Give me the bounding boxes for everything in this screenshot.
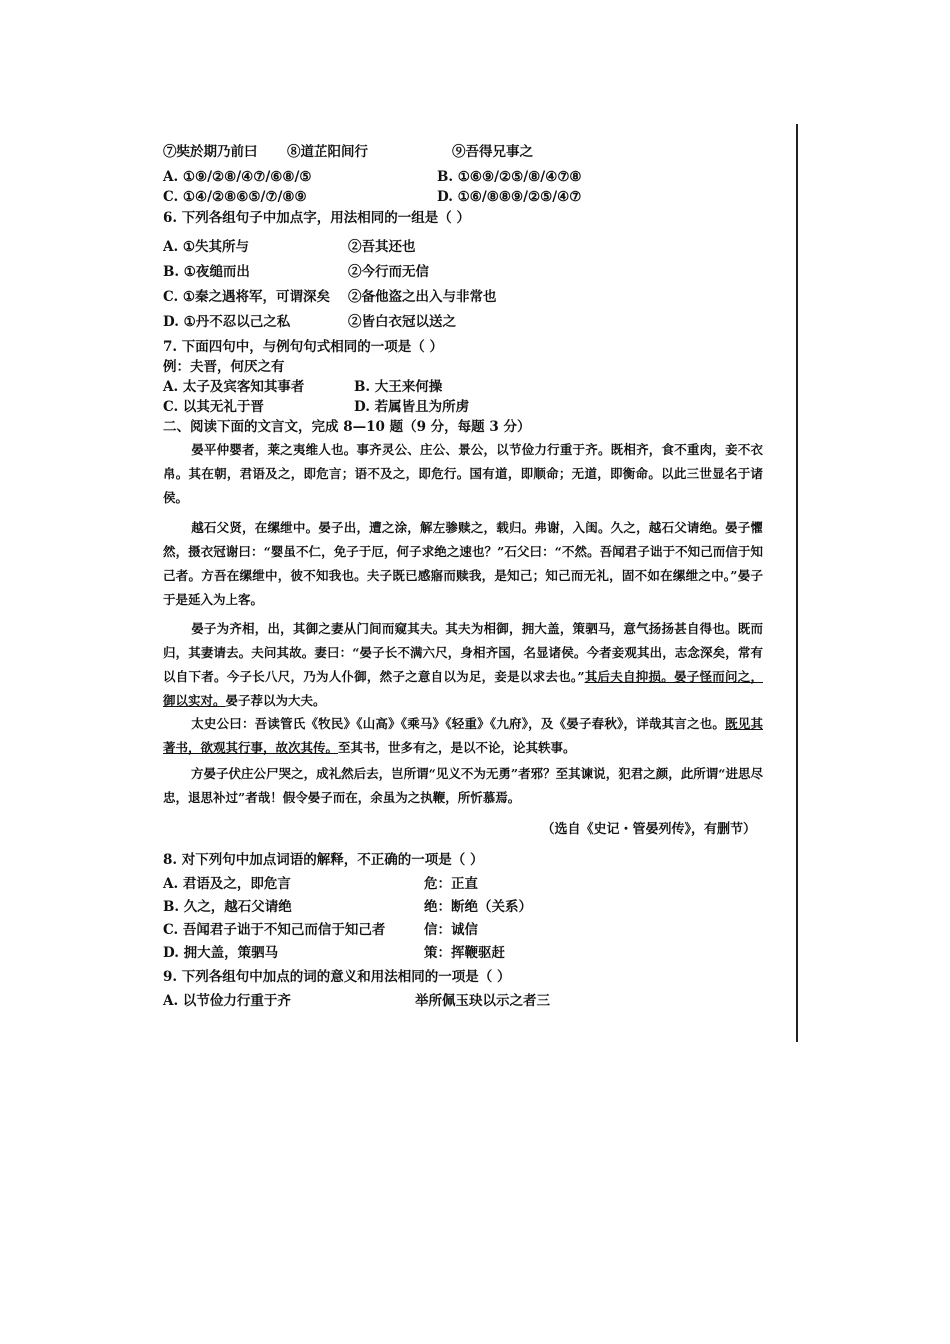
q7-option-b: B. 大王来何操	[354, 379, 443, 395]
passage-p4-text: 太史公曰：吾读管氏《牧民》《山高》《乘马》《轻重》《九府》，及《晏子春秋》，详哉其言之也。	[191, 716, 726, 731]
q8-row-d-left: D. 拥大盖，策驷马	[163, 945, 279, 961]
q8-row-b-left: B. 久之，越石父请绝	[163, 899, 292, 915]
q8-row-c-left: C. 吾闻君子诎于不知己而信于知己者	[163, 922, 386, 938]
passage-paragraph-1	[163, 438, 763, 510]
q8-row-c-right: 信：诚信	[424, 922, 478, 938]
q6-row-b-right: ②今行而无信	[348, 264, 429, 280]
q6-row-b-left: B. ①夜缒而出	[163, 264, 250, 280]
q9-option-a-left: A. 以节俭力行重于齐	[163, 993, 291, 1009]
passage-p5-text: 方晏子伏庄公尸哭之，成礼然后去，岂所谓“见义不为无勇”者邪？至其谏说，犯君之颜，此所谓“进思尽忠，退思补过”者哉！假令晏子而在，余虽为之执鞭，所忻慕焉。	[163, 766, 763, 805]
passage-p2-text: 越石父贤，在缧绁中。晏子出，遭之涂，解左骖赎之，载归。弗谢，入闺。久之，越石父请绝。晏子懼然，摄衣冠谢曰：“婴虽不仁，免子于厄，何子求绝之速也？”石父曰：“不然。吾闻君子诎于不知己而信于知己者。方吾在缧绁中，彼不知我也。夫子既已感寤而赎我，是知己；知己而无礼，固不如在缧绁之中。”晏子于是延入为上客。	[163, 520, 763, 607]
q8-row-a-left: A. 君语及之，即危言	[163, 876, 291, 892]
passage-paragraph-3	[163, 617, 763, 713]
q8-row-a-right: 危：正直	[424, 876, 478, 892]
passage-p4-underlined: 既见其著书，欲观其行事，故次其传。	[163, 716, 763, 755]
q7-option-a: A. 太子及宾客知其事者	[163, 379, 305, 395]
q6-stem: 6. 下列各组句子中加点字，用法相同的一组是（ ）	[163, 210, 470, 226]
q8-row-d-right: 策：挥鞭驱赶	[424, 945, 505, 961]
q5-option-d: D. ①⑥/⑧⑧⑨/②⑤/④⑦	[437, 189, 582, 205]
passage-p4-end: 至其书，世多有之，是以不论，论其轶事。	[338, 740, 576, 755]
passage-paragraph-2	[163, 516, 763, 612]
q7-option-d: D. 若属皆且为所虏	[354, 399, 470, 415]
page-border-line	[796, 124, 798, 1042]
q5-option-c: C. ①④/②⑧⑥⑤/⑦/⑧⑨	[163, 189, 307, 205]
q5-option-a: A. ①⑨/②⑧/④⑦/⑥⑧/⑤	[163, 169, 312, 185]
passage-paragraph-4	[163, 712, 763, 760]
section-heading: 二、阅读下面的文言文，完成 8—10 题（9 分，每题 3 分）	[163, 419, 531, 435]
q6-row-a-right: ②吾其还也	[348, 239, 416, 255]
q5-item-9: ⑨吾得兄事之	[452, 144, 533, 160]
passage-p3-underlined: 其后夫自抑损。晏子怪而问之，御以实对。	[163, 669, 763, 708]
passage-p3-end: 晏子荐以为大夫。	[225, 693, 326, 708]
passage-p3-text: 晏子为齐相，出，其御之妻从门间而窥其夫。其夫为相御，拥大盖，策驷马，意气扬扬甚自得也。既而归，其妻请去。夫问其故。妻曰：“晏子长不满六尺，身相齐国，名显诸侯。今者妾观其出，志念深矣，常有以自下者。今子长八尺，乃为人仆御，然子之意自以为足，妾是以求去也。”	[163, 621, 763, 684]
q7-stem: 7. 下面四句中，与例句句式相同的一项是（ ）	[163, 339, 443, 355]
q5-item-7: ⑦奘於期乃前曰	[163, 144, 258, 160]
q5-option-b: B. ①⑥⑨/②⑤/⑧/④⑦⑧	[437, 169, 582, 185]
q6-row-a-left: A. ①失其所与	[163, 239, 249, 255]
q5-item-8: ⑧道芷阳间行	[287, 144, 368, 160]
q9-option-a-right: 举所佩玉玦以示之者三	[415, 993, 550, 1009]
passage-source: （选自《史记・管晏列传》，有删节）	[541, 822, 756, 837]
passage-p1-text: 晏平仲婴者，莱之夷维人也。事齐灵公、庄公、景公，以节俭力行重于齐。既相齐，食不重肉，妾不衣帛。其在朝，君语及之，即危言；语不及之，即危行。国有道，即顺命；无道，即衡命。以此三世显名于诸侯。	[163, 442, 763, 505]
q8-row-b-right: 绝：断绝（关系）	[424, 899, 532, 915]
q8-stem: 8. 对下列句中加点词语的解释，不正确的一项是（ ）	[163, 852, 484, 868]
q6-row-d-left: D. ①丹不忍以己之私	[163, 314, 291, 330]
q6-row-d-right: ②皆白衣冠以送之	[348, 314, 456, 330]
q9-stem: 9. 下列各组句中加点的词的意义和用法相同的一项是（ ）	[163, 969, 511, 985]
q7-example: 例：夫晋，何厌之有	[163, 359, 285, 375]
q7-option-c: C. 以其无礼于晋	[163, 399, 264, 415]
q6-row-c-left: C. ①秦之遇将军，可谓深矣	[163, 289, 331, 305]
q6-row-c-right: ②备他盗之出入与非常也	[348, 289, 497, 305]
passage-paragraph-5	[163, 762, 763, 810]
